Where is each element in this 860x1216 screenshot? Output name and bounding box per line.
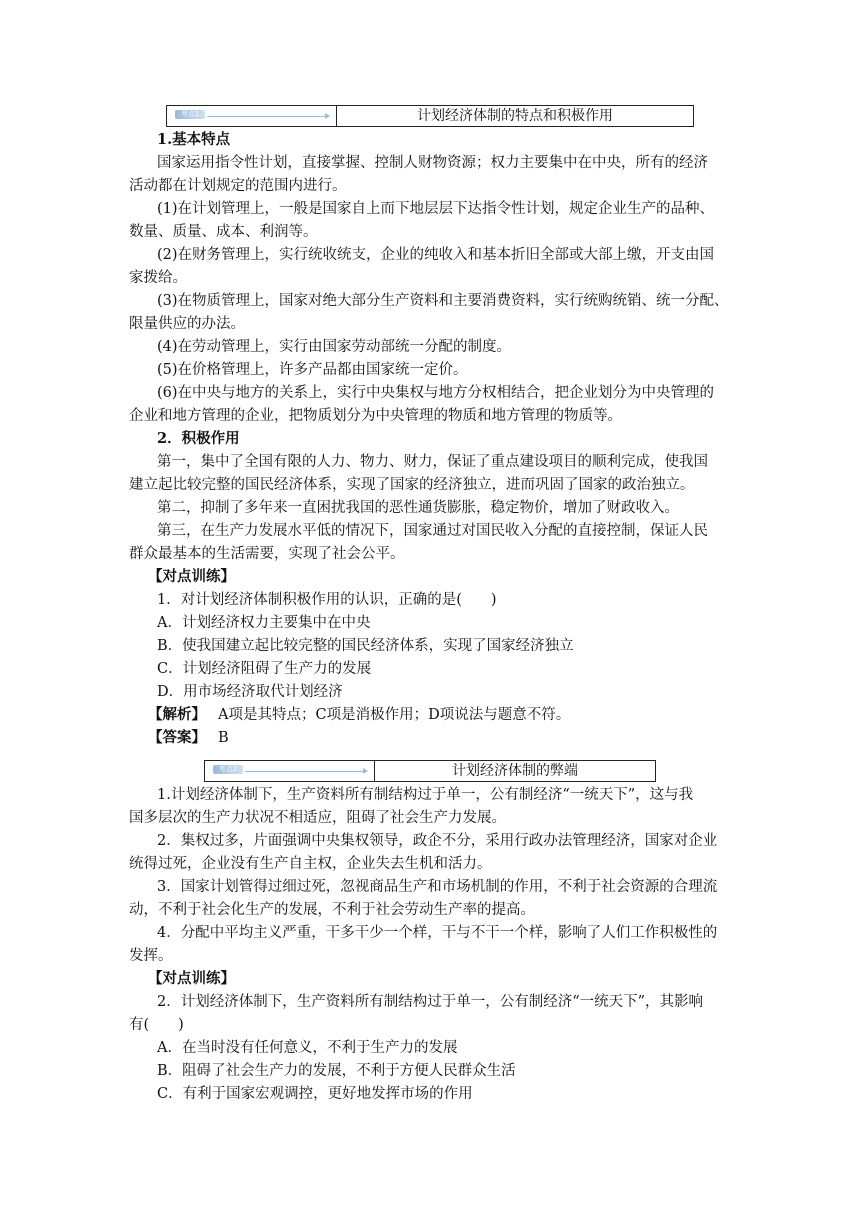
paragraph-line: 家拨给。 [129, 270, 187, 286]
basic-heading: 1.基本特点 [157, 131, 231, 148]
paragraph-line: 建立起比较完整的国民经济体系，实现了国家的经济独立，进而巩固了国家的政治独立。 [129, 477, 695, 493]
paragraph-line: 1.计划经济体制下，生产资料所有制结构过于单一，公有制经济“一统天下”，这与我 [157, 787, 694, 803]
arrow-icon [245, 771, 366, 772]
option-c: C．有利于国家宏观调控，更好地发挥市场的作用 [157, 1086, 473, 1102]
section1-header [166, 105, 694, 127]
section2-header [204, 760, 656, 782]
paragraph-line: 3．国家计划管得过细过死，忽视商品生产和市场机制的作用，不利于社会资源的合理流 [157, 879, 718, 895]
paragraph-line: (1)在计划管理上，一般是国家自上而下地层层下达指令性计划，规定企业生产的品种、 [157, 201, 715, 217]
paragraph-line: 国多层次的生产力状况不相适应，阻碍了社会生产力发展。 [129, 810, 506, 826]
paragraph-line: 动，不利于社会化生产的发展，不利于社会劳动生产率的提高。 [129, 902, 535, 918]
arrow-icon [207, 116, 328, 117]
paragraph-line: 群众最基本的生活需要，实现了社会公平。 [129, 546, 405, 562]
section2-header-title: 计划经济体制的弊端 [452, 763, 578, 779]
section1-tag-icon: 考点1 [175, 110, 205, 119]
question-text: 2．计划经济体制下，生产资料所有制结构过于单一，公有制经济“一统天下”，其影响 [157, 994, 704, 1010]
answer-label: 【答案】 [148, 729, 206, 746]
section2-tag [205, 761, 375, 781]
paragraph-line: 第二，抑制了多年来一直困扰我国的恶性通货膨胀，稳定物价，增加了财政收入。 [157, 500, 679, 516]
paragraph-line: (2)在财务管理上，实行统收统支，企业的纯收入和基本折旧全部或大部上缴，开支由国 [157, 247, 715, 263]
section2-tag-icon: 考点2 [213, 765, 243, 774]
question-text: 1．对计划经济体制积极作用的认识，正确的是( ) [157, 592, 497, 608]
option-a: A．在当时没有任何意义，不利于生产力的发展 [157, 1040, 458, 1056]
paragraph-line: 限量供应的办法。 [129, 316, 245, 332]
section1-tag [167, 106, 337, 126]
section1-header-title: 计划经济体制的特点和积极作用 [417, 108, 613, 124]
paragraph-line: 第三，在生产力发展水平低的情况下，国家通过对国民收入分配的直接控制，保证人民 [157, 523, 708, 539]
option-d: D．用市场经济取代计划经济 [157, 684, 343, 700]
paragraph-line: 2．集权过多，片面强调中央集权领导，政企不分，采用行政办法管理经济，国家对企业 [157, 833, 718, 849]
option-b: B．阻碍了社会生产力的发展，不利于方便人民群众生活 [157, 1063, 516, 1079]
practice-label: 【对点训练】 [148, 970, 235, 987]
paragraph-line: 国家运用指令性计划，直接掌握、控制人财物资源；权力主要集中在中央，所有的经济 [157, 155, 708, 171]
paragraph-line: 活动都在计划规定的范围内进行。 [129, 178, 347, 194]
answer-text: B [218, 730, 229, 746]
answer-line [148, 728, 229, 748]
paragraph-line: 发挥。 [129, 948, 173, 964]
paragraph-line: (4)在劳动管理上，实行由国家劳动部统一分配的制度。 [157, 339, 512, 355]
paragraph-line: 4．分配中平均主义严重，干多干少一个样，干与不干一个样，影响了人们工作积极性的 [157, 925, 718, 941]
paragraph-line: 企业和地方管理的企业，把物质划分为中央管理的物质和地方管理的物质等。 [129, 408, 622, 424]
paragraph-line: 数量、质量、成本、利润等。 [129, 224, 318, 240]
paragraph-line: (6)在中央与地方的关系上，实行中央集权与地方分权相结合，把企业划分为中央管理的 [157, 385, 715, 401]
practice-label: 【对点训练】 [148, 568, 235, 585]
paragraph-line: 第一，集中了全国有限的人力、物力、财力，保证了重点建设项目的顺利完成，使我国 [157, 454, 708, 470]
paragraph-line: (5)在价格管理上，许多产品都由国家统一定价。 [157, 362, 468, 378]
analysis-label: 【解析】 [148, 706, 206, 723]
paragraph-line: (3)在物质管理上，国家对绝大部分生产资料和主要消费资料，实行统购统销、统一分配、 [157, 293, 729, 309]
role-heading: 2．积极作用 [157, 430, 240, 447]
analysis-line [148, 705, 570, 725]
option-b: B．使我国建立起比较完整的国民经济体系，实现了国家经济独立 [157, 638, 574, 654]
option-c: C．计划经济阻碍了生产力的发展 [157, 661, 372, 677]
analysis-text: A项是其特点；C项是消极作用；D项说法与题意不符。 [218, 707, 571, 723]
paragraph-line: 统得过死，企业没有生产自主权，企业失去生机和活力。 [129, 856, 492, 872]
question-text: 有( ) [129, 1017, 184, 1033]
option-a: A．计划经济权力主要集中在中央 [157, 615, 371, 631]
